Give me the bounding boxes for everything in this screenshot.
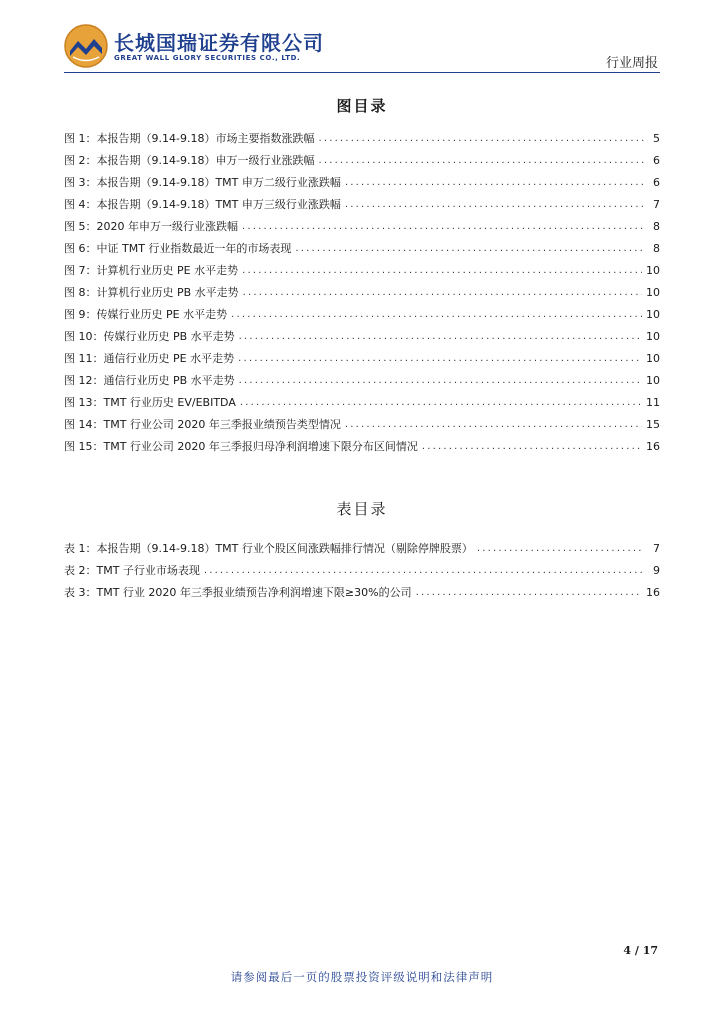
toc-item-page: 10 — [646, 352, 660, 365]
toc-dot-leader — [231, 308, 642, 322]
toc-dot-leader — [204, 564, 644, 578]
toc-item-label: 图 14：TMT 行业公司 2020 年三季报业绩预告类型情况 — [64, 418, 341, 431]
toc-item-page: 16 — [646, 440, 660, 453]
toc-dot-leader — [242, 220, 644, 234]
figure-toc-item[interactable] — [64, 262, 660, 278]
toc-item-label: 图 3：本报告期（9.14-9.18）TMT 申万二级行业涨跌幅 — [64, 176, 341, 189]
figure-toc-item[interactable] — [64, 350, 660, 366]
toc-item-label: 图 4：本报告期（9.14-9.18）TMT 申万三级行业涨跌幅 — [64, 198, 341, 211]
toc-item-page: 6 — [653, 154, 660, 167]
toc-dot-leader — [318, 132, 644, 146]
page-number: 4 / 17 — [623, 944, 658, 957]
toc-item-label: 图 9：传媒行业历史 PE 水平走势 — [64, 308, 228, 321]
toc-item-label: 表 1：本报告期（9.14-9.18）TMT 行业个股区间涨跌幅排行情况（剔除停牌股票） — [64, 542, 473, 555]
toc-item-page: 10 — [646, 264, 660, 277]
toc-dot-leader — [242, 264, 642, 278]
figure-toc-item[interactable] — [64, 218, 660, 234]
toc-item-label: 图 15：TMT 行业公司 2020 年三季报归母净利润增速下限分布区间情况 — [64, 440, 418, 453]
toc-item-page: 10 — [646, 286, 660, 299]
toc-dot-leader — [422, 440, 642, 454]
company-name-en: GREAT WALL GLORY SECURITIES CO., LTD. — [114, 54, 301, 62]
toc-dot-leader — [240, 396, 642, 410]
toc-dot-leader — [416, 586, 642, 600]
figure-toc-item[interactable] — [64, 152, 660, 168]
figure-toc-item[interactable] — [64, 306, 660, 322]
figure-toc-item[interactable] — [64, 284, 660, 300]
toc-item-label: 图 6：中证 TMT 行业指数最近一年的市场表现 — [64, 242, 292, 255]
table-toc-title: 表目录 — [336, 500, 388, 518]
page-header — [0, 0, 724, 80]
figure-toc-item[interactable] — [64, 240, 660, 256]
toc-dot-leader — [477, 542, 644, 556]
toc-item-page: 7 — [653, 198, 660, 211]
toc-item-page: 5 — [653, 132, 660, 145]
figure-toc-item[interactable] — [64, 196, 660, 212]
figure-toc-item[interactable] — [64, 438, 660, 454]
table-toc-item[interactable] — [64, 540, 660, 556]
toc-item-page: 7 — [653, 542, 660, 555]
toc-dot-leader — [345, 176, 644, 190]
toc-item-label: 表 2：TMT 子行业市场表现 — [64, 564, 200, 577]
toc-item-label: 图 11：通信行业历史 PE 水平走势 — [64, 352, 235, 365]
toc-dot-leader — [243, 286, 642, 300]
toc-item-label: 图 12：通信行业历史 PB 水平走势 — [64, 374, 235, 387]
figure-toc-item[interactable] — [64, 372, 660, 388]
toc-dot-leader — [318, 154, 644, 168]
toc-dot-leader — [295, 242, 644, 256]
toc-item-page: 11 — [646, 396, 660, 409]
header-divider — [64, 72, 660, 73]
footer-disclaimer[interactable]: 请参阅最后一页的股票投资评级说明和法律声明 — [230, 970, 494, 984]
toc-item-label: 表 3：TMT 行业 2020 年三季报业绩预告净利润增速下限≥30%的公司 — [64, 586, 412, 599]
figure-toc-item[interactable] — [64, 174, 660, 190]
toc-dot-leader — [238, 352, 642, 366]
toc-item-label: 图 7：计算机行业历史 PE 水平走势 — [64, 264, 239, 277]
table-toc-item[interactable] — [64, 562, 660, 578]
toc-item-page: 10 — [646, 308, 660, 321]
figure-toc-item[interactable] — [64, 394, 660, 410]
toc-item-label: 图 1：本报告期（9.14-9.18）市场主要指数涨跌幅 — [64, 132, 315, 145]
toc-dot-leader — [345, 418, 642, 432]
toc-item-page: 15 — [646, 418, 660, 431]
toc-item-label: 图 2：本报告期（9.14-9.18）申万一级行业涨跌幅 — [64, 154, 315, 167]
toc-item-page: 8 — [653, 242, 660, 255]
toc-item-page: 9 — [653, 564, 660, 577]
table-toc-item[interactable] — [64, 584, 660, 600]
great-wall-logo-icon — [64, 24, 108, 68]
figure-toc-item[interactable] — [64, 328, 660, 344]
figure-toc-title: 图目录 — [336, 97, 388, 115]
toc-item-page: 6 — [653, 176, 660, 189]
figure-toc-item[interactable] — [64, 130, 660, 146]
toc-item-page: 16 — [646, 586, 660, 599]
toc-dot-leader — [345, 198, 644, 212]
toc-item-label: 图 13：TMT 行业历史 EV/EBITDA — [64, 396, 236, 409]
toc-dot-leader — [239, 330, 642, 344]
figure-toc-item[interactable] — [64, 416, 660, 432]
toc-item-label: 图 10：传媒行业历史 PB 水平走势 — [64, 330, 235, 343]
toc-item-label: 图 8：计算机行业历史 PB 水平走势 — [64, 286, 239, 299]
toc-item-label: 图 5：2020 年申万一级行业涨跌幅 — [64, 220, 238, 233]
toc-item-page: 8 — [653, 220, 660, 233]
report-type-label: 行业周报 — [605, 56, 658, 71]
toc-dot-leader — [239, 374, 642, 388]
toc-item-page: 10 — [646, 330, 660, 343]
toc-item-page: 10 — [646, 374, 660, 387]
company-name-cn: 长城国瑞证券有限公司 — [114, 31, 324, 55]
